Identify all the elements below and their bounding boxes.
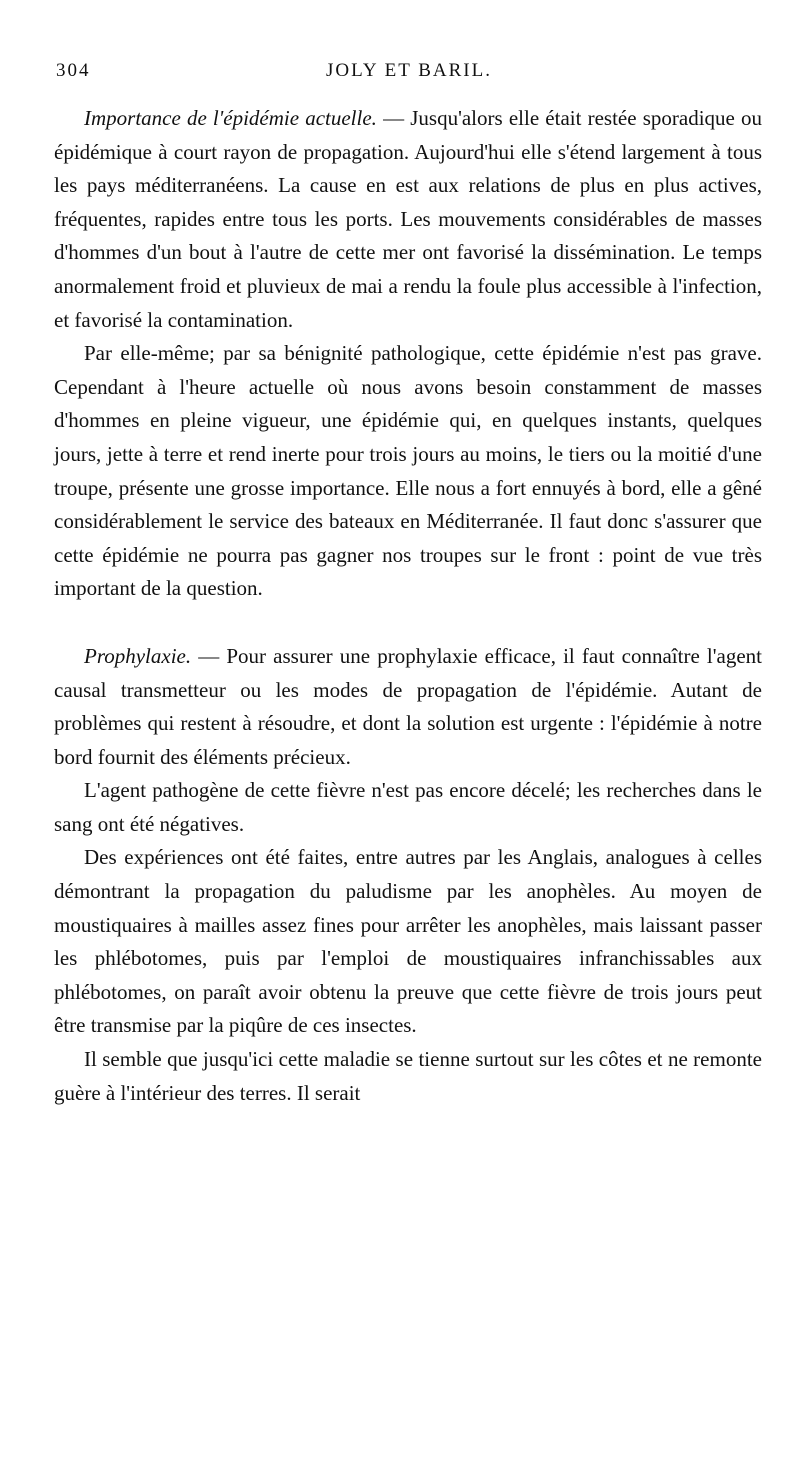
paragraph: Importance de l'épidémie actuelle. — Jusqu'alors elle était restée sporadique ou épidémique à court rayon de propagation. Aujourd'hui elle s'étend largement à tous les pays méditerranéens. La cause en est aux relations de plus en plus actives, fréquentes, rapides entre tous les ports. Les mouvements considérables de masses d'hommes d'un bout à l'autre de cette mer ont favorisé la dissémination. Le temps anormalement froid et pluvieux de mai a rendu la foule plus accessible à l'infection, et favorisé la contamination. — [54, 106, 763, 332]
paragraph: L'agent pathogène de cette fièvre n'est pas encore décelé; les recherches dans le sang ont été négatives. — [54, 778, 762, 836]
section-heading-importance: Importance de l'épidémie actuelle. — [84, 106, 377, 130]
body-text — [54, 102, 762, 1110]
paragraph-text: Pour assurer une prophylaxie efficace, il faut connaître l'agent causal transmetteur ou les modes de propagation de l'épidémie. Autant de problèmes qui restent à résoudre, et dont la solution est urgente : l'épidémie à notre bord fournit des éléments précieux. — [54, 643, 763, 769]
paragraph: Prophylaxie. — Pour assurer une prophylaxie efficace, il faut connaître l'agent causal transmetteur ou les modes de propagation de l'épidémie. Autant de problèmes qui restent à résoudre, et dont la solution est urgente : l'épidémie à notre bord fournit des éléments précieux. — [54, 643, 763, 769]
paragraph: Il semble que jusqu'ici cette maladie se tienne surtout sur les côtes et ne remonte guère à l'intérieur des terres. Il serait — [54, 1047, 762, 1105]
paragraph-text: Jusqu'alors elle était restée sporadique ou épidémique à court rayon de propagation. Aujourd'hui elle s'étend largement à tous les pays méditerranéens. La cause en est aux relations de plus en plus actives, fréquentes, rapides entre tous les ports. Les mouvements considérables de masses d'hommes d'un bout à l'autre de cette mer ont favorisé la dissémination. Le temps anormalement froid et pluvieux de mai a rendu la foule plus accessible à l'infection, et favorisé la contamination. — [54, 106, 763, 332]
paragraph: Des expériences ont été faites, entre autres par les Anglais, analogues à celles démontrant la propagation du paludisme par les anophèles. Au moyen de moustiquaires à mailles assez fines pour arrêter les anophèles, mais laissant passer les phlébotomes, puis par l'emploi de moustiquaires infranchissables aux phlébotomes, on paraît avoir obtenu la preuve que cette fièvre de trois jours peut être transmise par la piqûre de ces insectes. — [54, 845, 762, 1038]
running-head — [56, 60, 762, 90]
section-heading-prophylaxie: Prophylaxie. — [84, 643, 192, 668]
page-number: 304 — [56, 60, 91, 81]
running-title: JOLY ET BARIL. — [326, 60, 492, 81]
paragraph: Par elle-même; par sa bénignité pathologique, cette épidémie n'est pas grave. Cependant à l'heure actuelle où nous avons besoin constamment de masses d'hommes en pleine vigueur, une épidémie qui, en quelques instants, quelques jours, jette à terre et rend inerte pour trois jours au moins, le tiers ou la moitié d'une troupe, présente une grosse importance. Elle nous a fort ennuyés à bord, elle a gêné considérablement le service des bateaux en Méditerranée. Il faut donc s'assurer que cette épidémie ne pourra pas gagner nos troupes sur le front : point de vue très important de la question. — [54, 341, 762, 601]
